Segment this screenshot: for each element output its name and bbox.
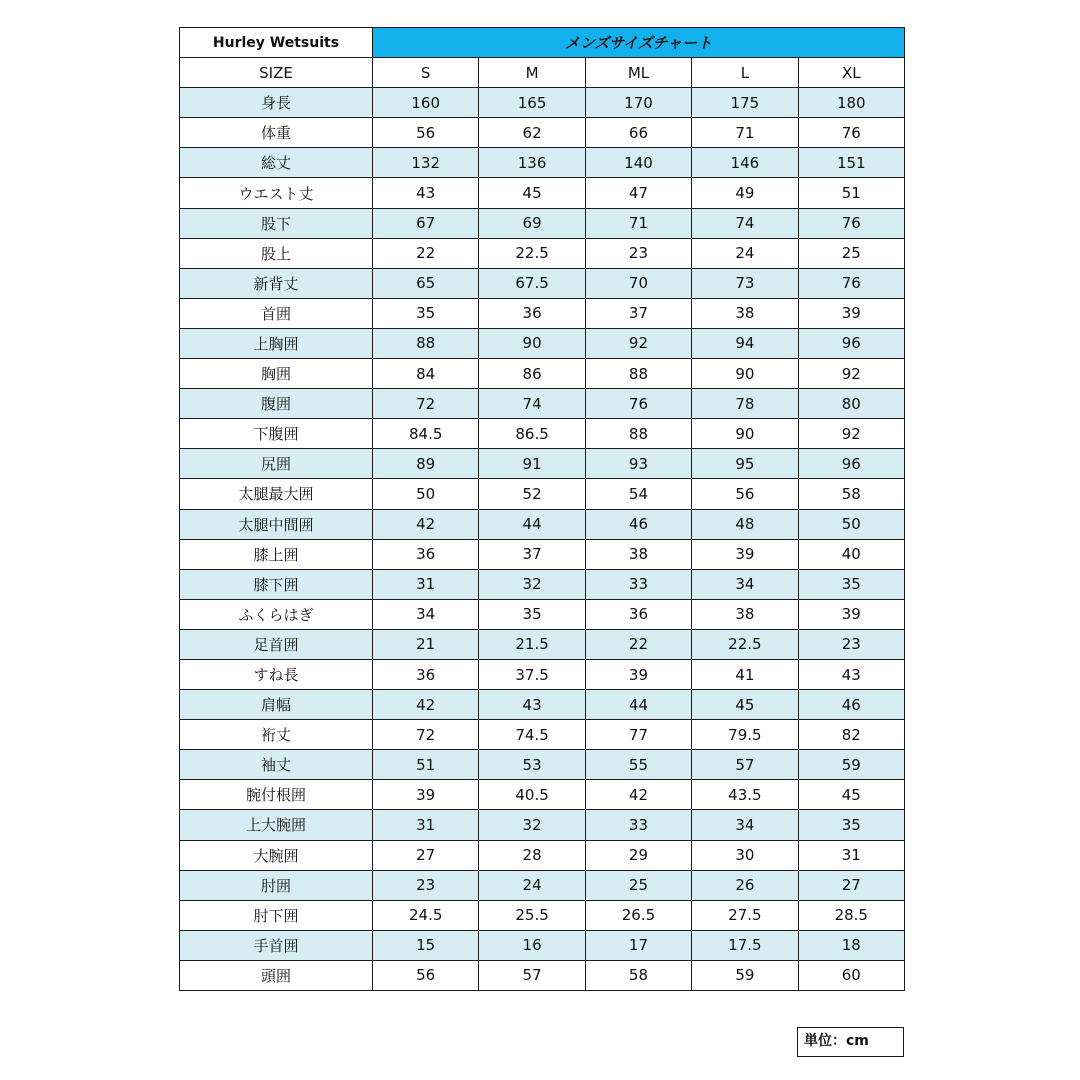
table-row	[180, 479, 905, 509]
measurement-value: 41	[692, 659, 798, 689]
measurement-label: ふくらはぎ	[180, 599, 373, 629]
table-row	[180, 629, 905, 659]
size-header-row	[180, 58, 905, 88]
measurement-value: 72	[373, 720, 479, 750]
measurement-value: 39	[373, 780, 479, 810]
measurement-value: 34	[692, 810, 798, 840]
measurement-value: 22	[373, 238, 479, 268]
table-row	[180, 238, 905, 268]
measurement-value: 36	[479, 298, 585, 328]
measurement-value: 66	[585, 118, 691, 148]
measurement-value: 22.5	[692, 629, 798, 659]
measurement-value: 33	[585, 810, 691, 840]
measurement-value: 79.5	[692, 720, 798, 750]
measurement-value: 51	[373, 750, 479, 780]
measurement-value: 96	[798, 449, 904, 479]
measurement-value: 26	[692, 870, 798, 900]
table-row	[180, 780, 905, 810]
measurement-value: 71	[692, 118, 798, 148]
measurement-value: 88	[585, 419, 691, 449]
measurement-value: 15	[373, 930, 479, 960]
measurement-label: 肘囲	[180, 870, 373, 900]
measurement-value: 86.5	[479, 419, 585, 449]
measurement-label: 股下	[180, 208, 373, 238]
measurement-value: 57	[479, 960, 585, 990]
measurement-value: 45	[692, 690, 798, 720]
measurement-label: 太腿中間囲	[180, 509, 373, 539]
measurement-value: 93	[585, 449, 691, 479]
measurement-value: 90	[692, 419, 798, 449]
measurement-value: 51	[798, 178, 904, 208]
measurement-value: 35	[798, 569, 904, 599]
measurement-value: 24	[479, 870, 585, 900]
measurement-value: 38	[692, 599, 798, 629]
measurement-label: 袖丈	[180, 750, 373, 780]
unit-label: 単位：cm	[797, 1027, 904, 1057]
measurement-value: 37	[479, 539, 585, 569]
size-col-ml: ML	[585, 58, 691, 88]
table-row	[180, 569, 905, 599]
measurement-label: 首囲	[180, 298, 373, 328]
measurement-label: 膝下囲	[180, 569, 373, 599]
measurement-value: 50	[373, 479, 479, 509]
size-col-m: M	[479, 58, 585, 88]
table-row	[180, 659, 905, 689]
measurement-label: 新背丈	[180, 268, 373, 298]
measurement-label: 体重	[180, 118, 373, 148]
table-row	[180, 509, 905, 539]
measurement-value: 62	[479, 118, 585, 148]
measurement-value: 84.5	[373, 419, 479, 449]
measurement-value: 44	[479, 509, 585, 539]
measurement-value: 74	[479, 389, 585, 419]
measurement-label: 尻囲	[180, 449, 373, 479]
measurement-value: 43	[798, 659, 904, 689]
measurement-label: 腕付根囲	[180, 780, 373, 810]
table-row	[180, 359, 905, 389]
measurement-value: 69	[479, 208, 585, 238]
measurement-value: 35	[479, 599, 585, 629]
measurement-value: 56	[373, 960, 479, 990]
measurement-value: 58	[798, 479, 904, 509]
measurement-label: すね長	[180, 659, 373, 689]
measurement-value: 132	[373, 148, 479, 178]
measurement-value: 165	[479, 88, 585, 118]
measurement-value: 27.5	[692, 900, 798, 930]
measurement-label: 身長	[180, 88, 373, 118]
measurement-label: 肩幅	[180, 690, 373, 720]
measurement-value: 84	[373, 359, 479, 389]
measurement-value: 76	[798, 118, 904, 148]
measurement-value: 39	[798, 599, 904, 629]
measurement-label: ウエスト丈	[180, 178, 373, 208]
measurement-value: 43.5	[692, 780, 798, 810]
measurement-value: 22.5	[479, 238, 585, 268]
measurement-value: 53	[479, 750, 585, 780]
measurement-value: 88	[373, 328, 479, 358]
table-row	[180, 88, 905, 118]
measurement-value: 21	[373, 629, 479, 659]
measurement-value: 39	[692, 539, 798, 569]
measurement-value: 96	[798, 328, 904, 358]
measurement-value: 48	[692, 509, 798, 539]
measurement-value: 67.5	[479, 268, 585, 298]
measurement-value: 46	[585, 509, 691, 539]
table-row	[180, 810, 905, 840]
measurement-value: 47	[585, 178, 691, 208]
measurement-value: 50	[798, 509, 904, 539]
measurement-value: 86	[479, 359, 585, 389]
measurement-value: 170	[585, 88, 691, 118]
measurement-label: 股上	[180, 238, 373, 268]
measurement-value: 18	[798, 930, 904, 960]
table-row	[180, 720, 905, 750]
measurement-label: 上大腕囲	[180, 810, 373, 840]
measurement-value: 52	[479, 479, 585, 509]
measurement-value: 58	[585, 960, 691, 990]
measurement-value: 38	[692, 298, 798, 328]
table-row	[180, 539, 905, 569]
measurement-value: 78	[692, 389, 798, 419]
measurement-value: 42	[373, 690, 479, 720]
measurement-value: 16	[479, 930, 585, 960]
measurement-value: 23	[373, 870, 479, 900]
measurement-value: 54	[585, 479, 691, 509]
size-col-l: L	[692, 58, 798, 88]
size-chart-table	[179, 27, 905, 991]
measurement-value: 40.5	[479, 780, 585, 810]
measurement-value: 40	[798, 539, 904, 569]
measurement-value: 136	[479, 148, 585, 178]
measurement-value: 160	[373, 88, 479, 118]
measurement-value: 92	[585, 328, 691, 358]
table-row	[180, 419, 905, 449]
table-row	[180, 268, 905, 298]
measurement-value: 42	[585, 780, 691, 810]
size-col-s: S	[373, 58, 479, 88]
measurement-value: 59	[798, 750, 904, 780]
table-row	[180, 389, 905, 419]
measurement-value: 80	[798, 389, 904, 419]
measurement-value: 39	[585, 659, 691, 689]
measurement-value: 94	[692, 328, 798, 358]
measurement-value: 180	[798, 88, 904, 118]
measurement-value: 49	[692, 178, 798, 208]
measurement-label: 腹囲	[180, 389, 373, 419]
measurement-value: 45	[798, 780, 904, 810]
measurement-value: 77	[585, 720, 691, 750]
measurement-value: 33	[585, 569, 691, 599]
measurement-label: 膝上囲	[180, 539, 373, 569]
measurement-value: 55	[585, 750, 691, 780]
measurement-value: 82	[798, 720, 904, 750]
measurement-value: 95	[692, 449, 798, 479]
measurement-value: 31	[373, 569, 479, 599]
measurement-value: 26.5	[585, 900, 691, 930]
measurement-value: 90	[692, 359, 798, 389]
measurement-value: 90	[479, 328, 585, 358]
measurement-value: 74	[692, 208, 798, 238]
measurement-label: 太腿最大囲	[180, 479, 373, 509]
measurement-value: 35	[373, 298, 479, 328]
measurement-value: 34	[373, 599, 479, 629]
measurement-value: 36	[585, 599, 691, 629]
measurement-value: 60	[798, 960, 904, 990]
measurement-value: 21.5	[479, 629, 585, 659]
measurement-value: 146	[692, 148, 798, 178]
measurement-value: 72	[373, 389, 479, 419]
measurement-value: 23	[585, 238, 691, 268]
measurement-value: 24	[692, 238, 798, 268]
measurement-value: 70	[585, 268, 691, 298]
measurement-label: 総丈	[180, 148, 373, 178]
measurement-value: 140	[585, 148, 691, 178]
measurement-label: 頭囲	[180, 960, 373, 990]
measurement-value: 37.5	[479, 659, 585, 689]
measurement-value: 45	[479, 178, 585, 208]
measurement-value: 23	[798, 629, 904, 659]
measurement-value: 92	[798, 419, 904, 449]
table-row	[180, 900, 905, 930]
measurement-label: 上胸囲	[180, 328, 373, 358]
table-row	[180, 298, 905, 328]
measurement-value: 28	[479, 840, 585, 870]
size-chart-body	[180, 28, 905, 991]
measurement-value: 17.5	[692, 930, 798, 960]
measurement-value: 27	[373, 840, 479, 870]
table-row	[180, 208, 905, 238]
table-row	[180, 449, 905, 479]
measurement-value: 39	[798, 298, 904, 328]
measurement-value: 59	[692, 960, 798, 990]
measurement-value: 36	[373, 659, 479, 689]
measurement-value: 17	[585, 930, 691, 960]
table-row	[180, 750, 905, 780]
measurement-value: 24.5	[373, 900, 479, 930]
measurement-value: 92	[798, 359, 904, 389]
measurement-value: 32	[479, 810, 585, 840]
measurement-value: 25	[798, 238, 904, 268]
chart-title: メンズサイズチャート	[373, 28, 905, 58]
measurement-value: 37	[585, 298, 691, 328]
measurement-value: 73	[692, 268, 798, 298]
measurement-value: 57	[692, 750, 798, 780]
size-col-xl: XL	[798, 58, 904, 88]
measurement-value: 76	[798, 208, 904, 238]
header-row	[180, 28, 905, 58]
measurement-value: 25.5	[479, 900, 585, 930]
measurement-value: 38	[585, 539, 691, 569]
size-row-label: SIZE	[180, 58, 373, 88]
measurement-label: 手首囲	[180, 930, 373, 960]
measurement-value: 67	[373, 208, 479, 238]
measurement-value: 31	[798, 840, 904, 870]
measurement-label: 大腕囲	[180, 840, 373, 870]
measurement-value: 56	[692, 479, 798, 509]
table-row	[180, 690, 905, 720]
measurement-value: 44	[585, 690, 691, 720]
table-row	[180, 148, 905, 178]
table-row	[180, 118, 905, 148]
measurement-value: 42	[373, 509, 479, 539]
measurement-value: 43	[479, 690, 585, 720]
table-row	[180, 930, 905, 960]
measurement-value: 34	[692, 569, 798, 599]
measurement-value: 35	[798, 810, 904, 840]
measurement-value: 76	[798, 268, 904, 298]
table-row	[180, 960, 905, 990]
measurement-value: 31	[373, 810, 479, 840]
measurement-value: 175	[692, 88, 798, 118]
measurement-value: 32	[479, 569, 585, 599]
measurement-value: 25	[585, 870, 691, 900]
measurement-value: 65	[373, 268, 479, 298]
table-row	[180, 178, 905, 208]
brand-name: Hurley Wetsuits	[180, 28, 373, 58]
measurement-value: 27	[798, 870, 904, 900]
measurement-label: 裄丈	[180, 720, 373, 750]
measurement-value: 74.5	[479, 720, 585, 750]
measurement-value: 151	[798, 148, 904, 178]
measurement-label: 肘下囲	[180, 900, 373, 930]
measurement-label: 胸囲	[180, 359, 373, 389]
measurement-value: 43	[373, 178, 479, 208]
measurement-label: 足首囲	[180, 629, 373, 659]
measurement-value: 76	[585, 389, 691, 419]
measurement-value: 29	[585, 840, 691, 870]
table-row	[180, 599, 905, 629]
measurement-value: 91	[479, 449, 585, 479]
measurement-value: 22	[585, 629, 691, 659]
measurement-value: 88	[585, 359, 691, 389]
table-row	[180, 870, 905, 900]
measurement-value: 30	[692, 840, 798, 870]
measurement-label: 下腹囲	[180, 419, 373, 449]
table-row	[180, 840, 905, 870]
measurement-value: 36	[373, 539, 479, 569]
measurement-value: 71	[585, 208, 691, 238]
table-row	[180, 328, 905, 358]
measurement-value: 46	[798, 690, 904, 720]
measurement-value: 56	[373, 118, 479, 148]
measurement-value: 89	[373, 449, 479, 479]
measurement-value: 28.5	[798, 900, 904, 930]
